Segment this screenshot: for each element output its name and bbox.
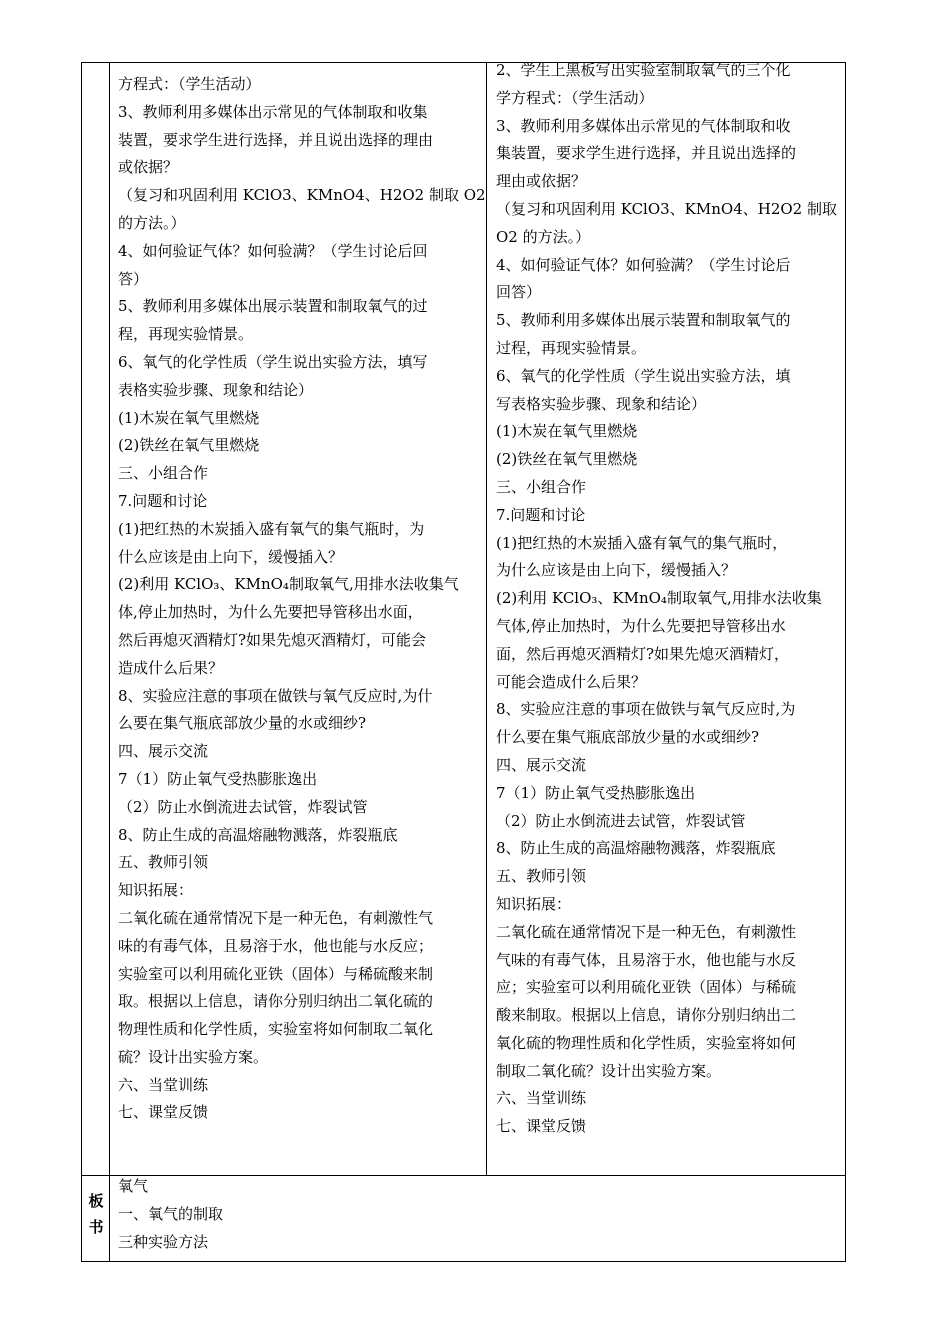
text-line: (1)把红热的木炭插入盛有氧气的集气瓶时，为 [118, 519, 425, 538]
text-line: 7（1）防止氧气受热膨胀逸出 [118, 769, 318, 788]
text-line: O2 的方法。） [496, 227, 591, 246]
table-divider-label [109, 62, 110, 1262]
text-line: 二氧化硫在通常情况下是一种无色，有刺激性 [496, 922, 797, 941]
text-line: (1)木炭在氧气里燃烧 [118, 408, 260, 427]
text-line: (2)铁丝在氧气里燃烧 [496, 450, 638, 469]
text-line: 五、教师引领 [496, 867, 587, 886]
text-line: 答） [118, 269, 149, 288]
text-line: 3、教师利用多媒体出示常见的气体制取和收集 [118, 102, 428, 121]
text-line: 6、氧气的化学性质（学生说出实验方法，填 [496, 366, 791, 385]
blackboard-label [84, 1188, 108, 1240]
text-line: 四、展示交流 [118, 742, 209, 761]
text-line: 写表格实验步骤、现象和结论） [496, 394, 707, 413]
blackboard-line: 三种实验方法 [118, 1233, 209, 1251]
text-line: 6、氧气的化学性质（学生说出实验方法，填写 [118, 352, 428, 371]
text-line: 8、实验应注意的事项在做铁与氧气反应时,为 [496, 700, 796, 719]
text-line: 物理性质和化学性质，实验室将如何制取二氧化 [118, 1020, 434, 1039]
text-line: 4、如何验证气体？如何验满？（学生讨论后回 [118, 241, 428, 260]
text-line: （复习和巩固利用 KClO3、KMnO4、H2O2 制取 [496, 199, 837, 218]
text-line: 装置，要求学生进行选择，并且说出选择的理由 [118, 130, 434, 149]
text-line: 什么要在集气瓶底部放少量的水或细纱? [496, 728, 760, 747]
text-line: 三、小组合作 [118, 464, 209, 483]
text-line: 表格实验步骤、现象和结论） [118, 380, 314, 399]
blackboard-line: 氧气 [118, 1177, 149, 1195]
student-activity-column [496, 57, 841, 1141]
text-line: 味的有毒气体，且易溶于水，他也能与水反应； [118, 936, 434, 955]
text-line: 程，再现实验情景。 [118, 325, 254, 344]
text-line: 酸来制取。根据以上信息，请你分别归纳出二 [496, 1006, 797, 1025]
text-line: （2）防止水倒流进去试管，炸裂试管 [496, 811, 746, 830]
text-line: 氧化硫的物理性质和化学性质，实验室将如何 [496, 1033, 797, 1052]
text-line: 六、当堂训练 [496, 1089, 587, 1108]
text-line: 硫？设计出实验方案。 [118, 1047, 269, 1066]
text-line: 5、教师利用多媒体出展示装置和制取氧气的 [496, 311, 791, 330]
text-line: 七、课堂反馈 [118, 1103, 209, 1122]
text-line: 的方法。） [118, 213, 186, 232]
text-line: (2)利用 KClO₃、KMnO₄制取氧气,用排水法收集气 [118, 575, 459, 594]
text-line: 三、小组合作 [496, 477, 587, 496]
text-line: 集装置，要求学生进行选择，并且说出选择的 [496, 144, 797, 163]
text-line: 面，然后再熄灭酒精灯?如果先熄灭酒精灯， [496, 644, 790, 663]
text-line: 4、如何验证气体？如何验满？（学生讨论后 [496, 255, 791, 274]
text-line: 方程式：（学生活动） [118, 75, 261, 93]
blackboard-label-char-1: 板 [88, 1192, 104, 1210]
text-line: 7.问题和讨论 [118, 491, 208, 510]
text-line: 3、教师利用多媒体出示常见的气体制取和收 [496, 116, 791, 135]
text-line: 五、教师引领 [118, 853, 209, 872]
text-line: 8、防止生成的高温熔融物溅落，炸裂瓶底 [118, 825, 398, 844]
text-line: 取。根据以上信息，请你分别归纳出二氧化硫的 [118, 992, 434, 1011]
text-line: 二氧化硫在通常情况下是一种无色，有刺激性气 [118, 908, 434, 927]
text-line: 或依据？ [118, 158, 179, 177]
text-line: 气味的有毒气体，且易溶于水，他也能与水反 [496, 950, 797, 969]
text-line: (2)铁丝在氧气里燃烧 [118, 436, 260, 455]
text-line: 知识拓展： [118, 881, 194, 900]
table-divider-middle [486, 62, 487, 1175]
text-line: (2)利用 KClO₃、KMnO₄制取氧气,用排水法收集 [496, 589, 822, 608]
text-line: 7（1）防止氧气受热膨胀逸出 [496, 783, 696, 802]
text-line: 理由或依据？ [496, 172, 587, 191]
text-line: 造成什么后果？ [118, 658, 224, 677]
text-line: (1)木炭在氧气里燃烧 [496, 422, 638, 441]
text-line: (1)把红热的木炭插入盛有氧气的集气瓶时， [496, 533, 788, 552]
text-line: 8、实验应注意的事项在做铁与氧气反应时,为什 [118, 686, 433, 705]
text-line: 5、教师利用多媒体出展示装置和制取氧气的过 [118, 297, 428, 316]
text-line: 四、展示交流 [496, 755, 587, 774]
text-line: 为什么应该是由上向下，缓慢插入？ [496, 561, 737, 580]
text-line: 过程，再现实验情景。 [496, 338, 647, 357]
text-line: 么要在集气瓶底部放少量的水或细纱? [118, 714, 367, 733]
blackboard-content [118, 1172, 223, 1256]
text-line: （2）防止水倒流进去试管，炸裂试管 [118, 797, 368, 816]
blackboard-line: 一、氧气的制取 [118, 1205, 224, 1223]
teacher-activity-column [118, 71, 486, 1127]
text-line: 回答） [496, 283, 542, 302]
text-line: 应；实验室可以利用硫化亚铁（固体）与稀硫 [496, 978, 797, 997]
text-line: 六、当堂训练 [118, 1075, 209, 1094]
text-line: 7.问题和讨论 [496, 505, 586, 524]
text-line: 制取二氧化硫？设计出实验方案。 [496, 1061, 722, 1080]
text-line: 8、防止生成的高温熔融物溅落，炸裂瓶底 [496, 839, 776, 858]
blackboard-label-char-2: 书 [88, 1218, 104, 1236]
text-line: 体,停止加热时，为什么先要把导管移出水面， [118, 603, 423, 622]
text-line: 什么应该是由上向下，缓慢插入？ [118, 547, 344, 566]
text-line: 实验室可以利用硫化亚铁（固体）与稀硫酸来制 [118, 964, 434, 983]
text-line: 气体,停止加热时，为什么先要把导管移出水 [496, 616, 786, 635]
text-line: 七、课堂反馈 [496, 1117, 587, 1136]
text-line: 知识拓展： [496, 894, 572, 913]
text-line: 然后再熄灭酒精灯?如果先熄灭酒精灯，可能会 [118, 630, 427, 649]
text-line: 2、学生上黑板写出实验室制取氧气的三个化 [496, 61, 791, 79]
text-line: （复习和巩固利用 KClO3、KMnO4、H2O2 制取 O2 [118, 186, 486, 205]
text-line: 学方程式：（学生活动） [496, 88, 654, 107]
text-line: 可能会造成什么后果？ [496, 672, 647, 691]
